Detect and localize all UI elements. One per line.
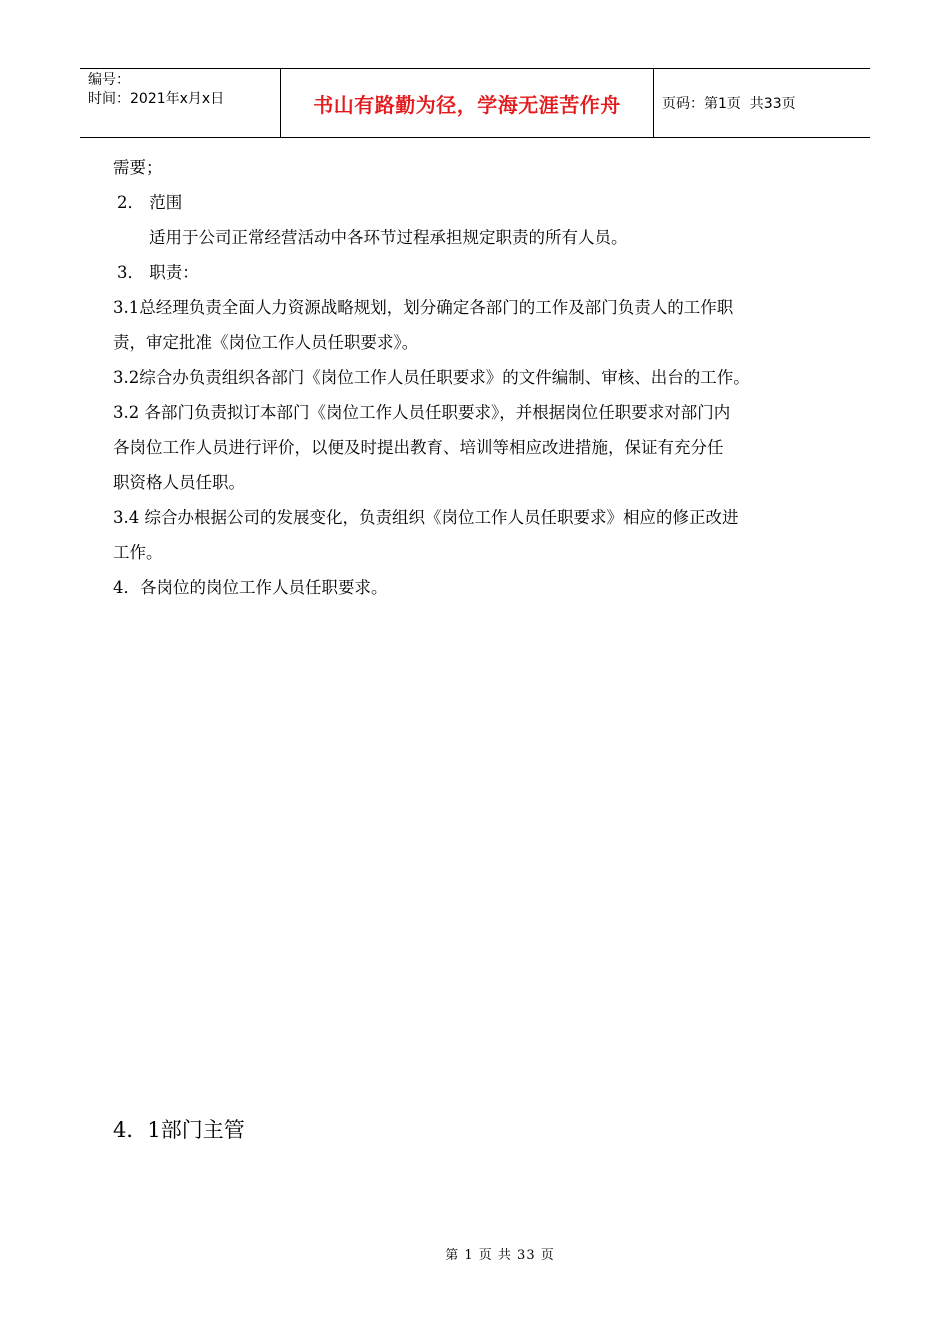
header-page-info: 页码：第1页 共33页 — [662, 96, 796, 112]
section-heading-department-head: 4．1部门主管 — [113, 1118, 245, 1142]
body-line: 3.2综合办负责组织各部门《岗位工作人员任职要求》的文件编制、审核、出台的工作。 — [113, 368, 750, 387]
document-time-label: 时间：2021年x月x日 — [88, 91, 225, 107]
body-line: 各岗位工作人员进行评价，以便及时提出教育、培训等相应改进措施，保证有充分任 — [113, 438, 724, 457]
header-meta-cell — [80, 69, 281, 137]
section-scope-heading: 2． 范围 — [117, 193, 183, 212]
body-line: 3.2 各部门负责拟订本部门《岗位工作人员任职要求》，并根据岗位任职要求对部门内 — [113, 403, 731, 422]
document-header — [80, 68, 870, 138]
body-line: 工作。 — [113, 543, 163, 562]
section-duties-heading: 3． 职责： — [117, 263, 199, 282]
body-line: 3.1总经理负责全面人力资源战略规划，划分确定各部门的工作及部门负责人的工作职 — [113, 298, 734, 317]
document-number-label: 编号： — [88, 72, 130, 88]
body-line: 3.4 综合办根据公司的发展变化，负责组织《岗位工作人员任职要求》相应的修正改进 — [113, 508, 739, 527]
body-line: 4．各岗位的岗位工作人员任职要求。 — [113, 578, 388, 597]
header-motto: 书山有路勤为径，学海无涯苦作舟 — [281, 69, 654, 137]
body-line: 责，审定批准《岗位工作人员任职要求》。 — [113, 333, 419, 352]
document-body — [113, 150, 853, 605]
page-footer: 第 1 页 共 33 页 — [445, 1248, 555, 1263]
body-line: 职资格人员任职。 — [113, 473, 245, 492]
body-line: 适用于公司正常经营活动中各环节过程承担规定职责的所有人员。 — [149, 228, 628, 247]
body-line: 需要； — [113, 158, 163, 177]
